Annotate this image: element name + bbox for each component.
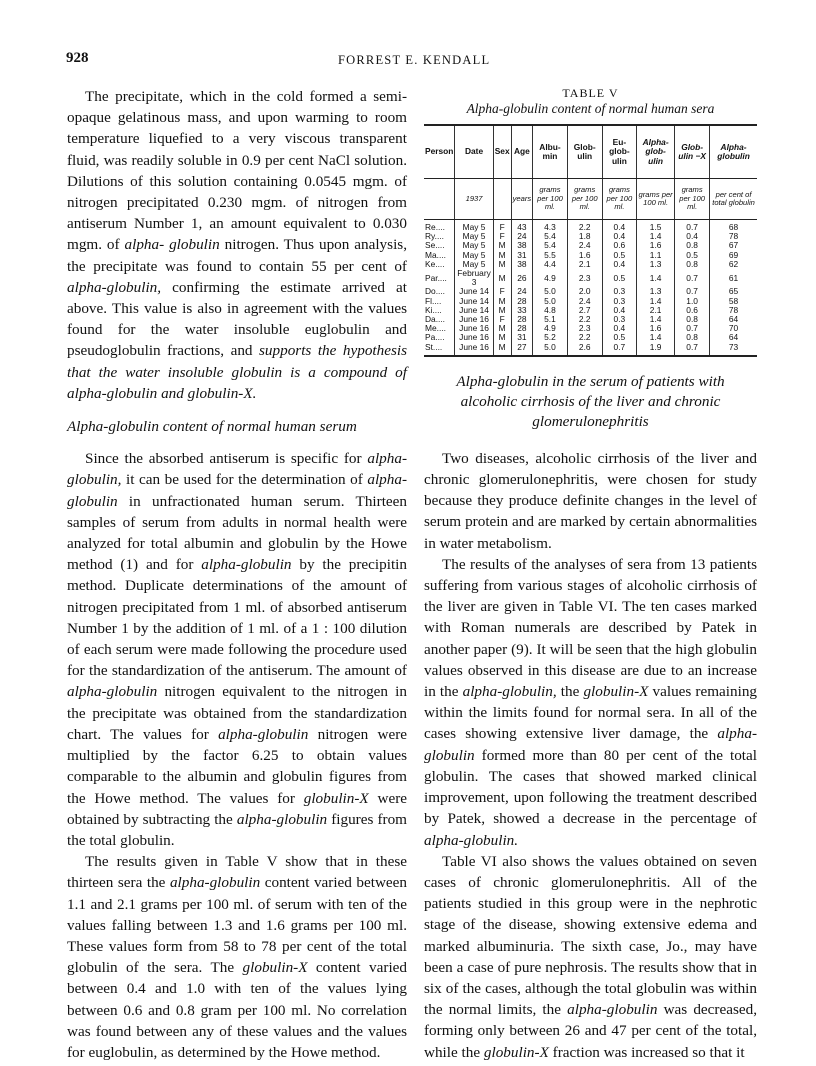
table-cell: 33 (511, 306, 533, 315)
table-cell: F (493, 287, 511, 296)
table-cell: 2.4 (567, 241, 602, 250)
table-cell: 0.7 (675, 269, 710, 287)
paragraph: Since the absorbed antiserum is specific for alpha-globulin, it can be used for the determination of alpha-globulin in unfractionated human serum. Thirteen samples of serum from adults in normal health were analyzed for total albumin and globulin by the Howe method (1) and for alpha-globulin by the precipitin method. Duplicate determinations of the amount of nitrogen precipitated from 1 ml. of absorbed antiserum Number 1 by the addition of 1 ml. of a 1 : 100 dilution of each serum were made following the procedure used for the standardization of the antiserum. The amount of alpha-globulin nitrogen equivalent to the nitrogen in the precipitate was obtained from the standardization chart. The values for alpha-globulin nitrogen were multiplied by the factor 6.25 to obtain values comparable to the albumin and globulin figures from the Howe method. The values for globulin-X were obtained by subtracting the alpha-globulin figures from the total globulin. (67, 450, 407, 849)
table-cell: 64 (710, 333, 757, 342)
table-cell: 31 (511, 251, 533, 260)
table-cell: June 16 (455, 315, 493, 324)
table-cell: 4.9 (533, 269, 568, 287)
table-cell: 0.3 (602, 297, 636, 306)
paragraph: The results given in Table V show that in these thirteen sera the alpha-globulin content varied between 1.1 and 2.1 grams per 100 ml. of serum with ten of the values falling between 1.3 and 1.6 grams per 100 ml. These values form from 58 to 78 per cent of the total globulin of the sera. The globulin-X content varied between 0.4 and 1.0 with ten of the values lying between 0.6 and 0.8 gram per 100 ml. No correlation was found between any of these values and the values for euglobulin, as determined by the Howe method. (67, 853, 408, 1061)
table-cell: Ry.... (425, 231, 444, 242)
table-cell: 38 (511, 260, 533, 269)
table-cell: 0.3 (602, 315, 636, 324)
table-cell: 2.2 (567, 220, 602, 233)
table-cell: 1.6 (637, 241, 675, 250)
right-column (424, 86, 757, 1063)
data-table (424, 124, 757, 357)
table-cell: 0.7 (675, 287, 710, 296)
table-cell: 1.8 (567, 232, 602, 241)
table-cell: 67 (710, 241, 757, 250)
table-cell: 73 (710, 343, 757, 356)
column-unit: grams per 100 ml. (675, 179, 710, 220)
table-cell: 26 (511, 269, 533, 287)
table-cell: 4.9 (533, 324, 568, 333)
table-cell: F (493, 220, 511, 233)
table-cell: F (493, 315, 511, 324)
paragraph: Table VI also shows the values obtained on seven cases of chronic glomerulonephritis. All of the patients studied in this group were in the nephrotic stage of the disease, showing extensive edema and marked albuminuria. The sixth case, Jo., may have been a case of pure nephrosis. The results show that in six of the cases, although the total globulin was within the normal limits, the alpha-globulin was decreased, forming only between 26 and 47 per cent of the total, while the globulin-X fraction was increased so that it (424, 852, 758, 1061)
table-cell: 1.3 (637, 287, 675, 296)
table-cell: 62 (710, 260, 757, 269)
table-cell: 0.5 (602, 269, 636, 287)
paragraph: Two diseases, alcoholic cirrhosis of the liver and chronic glomerulonephritis, were chosen for study because they produce definite changes in the level of serum protein and are marked by certain abnormalities in water metabolism. (424, 449, 757, 552)
table-cell: F (493, 232, 511, 241)
table-title: Alpha-globulin content of normal human sera (466, 101, 715, 116)
column-header: Age (511, 125, 533, 179)
table-cell: 31 (511, 333, 533, 342)
subsection-title: Alpha-globulin in the serum of patients with alcoholic cirrhosis of the liver and chronic glomerulonephritis (456, 372, 725, 430)
column-unit (493, 179, 511, 220)
column-unit: years (511, 179, 533, 220)
table-cell: 0.4 (675, 232, 710, 241)
table-cell: 69 (710, 251, 757, 260)
table-cell: June 14 (455, 306, 493, 315)
page-number: 928 (66, 50, 89, 66)
table-cell: 5.4 (533, 241, 568, 250)
table-cell: Da.... (425, 314, 446, 325)
table-cell: 0.3 (602, 287, 636, 296)
table-cell: Pa.... (425, 332, 445, 343)
table-cell: 4.4 (533, 260, 568, 269)
table-cell: 68 (710, 220, 757, 233)
table-cell: Re.... (425, 222, 446, 232)
table-cell: Se.... (425, 240, 445, 251)
table-cell: 38 (511, 241, 533, 250)
table-cell: 1.4 (637, 315, 675, 324)
table-cell: 0.7 (675, 220, 710, 233)
left-column (67, 86, 407, 1063)
table-cell: 1.0 (675, 297, 710, 306)
table-cell: Fl.... (425, 295, 442, 306)
table-cell: St.... (424, 343, 455, 356)
table-cell: 2.6 (567, 343, 602, 356)
table-cell: June 16 (455, 343, 493, 356)
table-cell: M (493, 306, 511, 315)
table-cell: 2.3 (567, 324, 602, 333)
table-cell: 0.8 (675, 315, 710, 324)
column-header: Sex (493, 125, 511, 179)
column-unit: grams per 100 ml. (567, 179, 602, 220)
table-cell: 27 (511, 343, 533, 356)
table-cell: 1.9 (637, 343, 675, 356)
table-cell: 2.3 (567, 269, 602, 287)
table-cell: 5.4 (533, 232, 568, 241)
table-cell: 0.4 (602, 220, 636, 233)
table-cell: Ke.... (425, 258, 445, 269)
table-cell: 24 (511, 232, 533, 241)
table-cell: May 5 (455, 241, 493, 250)
table-cell: 1.4 (637, 297, 675, 306)
table-cell: 0.4 (602, 232, 636, 241)
table-cell: 5.0 (533, 287, 568, 296)
table-cell: 1.5 (637, 220, 675, 233)
table-cell: Ma.... (425, 249, 446, 260)
column-unit (424, 179, 455, 220)
table-cell: Me.... (425, 323, 446, 334)
column-unit: grams per 100 ml. (602, 179, 636, 220)
table-cell: 4.3 (533, 220, 568, 233)
table-cell: 0.8 (675, 241, 710, 250)
section-title: Alpha-globulin content of normal human serum (67, 418, 357, 436)
table-cell: 28 (511, 324, 533, 333)
table-cell: 61 (710, 269, 757, 287)
table-cell: 1.4 (637, 333, 675, 342)
column-header: Alpha-glob-ulin (637, 125, 675, 179)
table-cell: 58 (710, 297, 757, 306)
table-cell: M (493, 343, 511, 356)
table-cell: 1.4 (637, 232, 675, 241)
column-unit: grams per 100 ml. (533, 179, 568, 220)
column-header: Alpha-globulin (710, 125, 757, 179)
table-cell: 2.1 (567, 260, 602, 269)
column-unit: grams per 100 ml. (637, 179, 675, 220)
column-unit: per cent of total globulin (710, 179, 757, 220)
table-cell: Ki.... (425, 304, 442, 315)
table-row (424, 269, 757, 287)
table-cell: 0.4 (602, 306, 636, 315)
table-cell: 1.6 (567, 251, 602, 260)
table-cell: 2.1 (637, 306, 675, 315)
table-cell: 70 (710, 324, 757, 333)
table-cell: 1.3 (637, 260, 675, 269)
table-cell: 43 (511, 220, 533, 233)
table-cell: May 5 (455, 260, 493, 269)
table-cell: M (493, 324, 511, 333)
column-header: Glob-ulin −X (675, 125, 710, 179)
table-cell: 0.8 (675, 260, 710, 269)
table-cell: 78 (710, 232, 757, 241)
paragraph: The results of the analyses of sera from 13 patients suffering from various stages of alcoholic cirrhosis of the liver are given in Table VI. The ten cases marked with Roman numerals are described by Patek in another paper (9). It will be seen that the high globulin values observed in this disease are due to an increase in the alpha-globulin, the globulin-X values remaining within the limits found for normal sera. In all of the cases showing extensive liver damage, the alpha-globulin formed more than 80 per cent of the total globulin. The cases that showed marked clinical improvement, upon following the treatment described by Patek, showed a decrease in the percentage of alpha-globulin. (424, 555, 758, 849)
table-cell: 78 (710, 306, 757, 315)
table-cell: 28 (511, 297, 533, 306)
table-cell: May 5 (455, 251, 493, 260)
table-cell: 1.4 (637, 269, 675, 287)
table-cell: 24 (511, 287, 533, 296)
table-cell: M (493, 241, 511, 250)
table-cell: 1.1 (637, 251, 675, 260)
table-cell: June 14 (455, 297, 493, 306)
table-cell: 1.6 (637, 324, 675, 333)
column-header: Eu-glob-ulin (602, 125, 636, 179)
table-cell: June 16 (455, 333, 493, 342)
column-header: Glob-ulin (567, 125, 602, 179)
table-cell: 5.0 (533, 343, 568, 356)
table-cell: 28 (511, 315, 533, 324)
paragraph: The precipitate, which in the cold formed a semi-opaque gelatinous mass, and upon warming to room temperature liquefied to a very viscous transparent fluid, was readily soluble in 0.9 per cent NaCl solution. Dilutions of this solution containing 0.0545 mgm. of nitrogen precipitated 0.230 mgm. of nitrogen from antiserum Number 1, an amount equivalent to 0.030 mgm. of alpha- globulin nitrogen. Thus upon analysis, the precipitate was found to contain 55 per cent of alpha-globulin, confirming the estimate arrived at above. This value is also in agreement with the values found for the water insoluble euglobulin and pseudoglobulin fractions, and supports the hypothesis that the water insoluble globulin is a compound of alpha-globulin and globulin-X. (67, 88, 408, 402)
table-cell: May 5 (455, 220, 493, 233)
table-cell: 2.0 (567, 287, 602, 296)
table-cell: M (493, 251, 511, 260)
table-cell: 0.4 (602, 324, 636, 333)
table-cell: Par.... (425, 272, 447, 283)
table-cell: 5.2 (533, 333, 568, 342)
table-cell: 5.1 (533, 315, 568, 324)
table-cell: June 16 (455, 324, 493, 333)
table-cell: 5.0 (533, 297, 568, 306)
table-cell: 2.2 (567, 333, 602, 342)
table-cell: 0.6 (602, 241, 636, 250)
table-cell: 2.7 (567, 306, 602, 315)
table-cell: February 3 (455, 269, 493, 287)
table-cell: 0.5 (675, 251, 710, 260)
table-row (424, 343, 757, 356)
table-cell: 0.5 (602, 251, 636, 260)
table-cell: 4.8 (533, 306, 568, 315)
table-cell: 0.7 (675, 324, 710, 333)
table-cell: 5.5 (533, 251, 568, 260)
table-cell: 0.5 (602, 333, 636, 342)
table-label: TABLE V (562, 86, 619, 100)
table-cell: 0.6 (675, 306, 710, 315)
table-cell: 2.4 (567, 297, 602, 306)
column-unit: 1937 (455, 179, 493, 220)
table-cell: June 14 (455, 287, 493, 296)
table-cell: M (493, 297, 511, 306)
table-cell: M (493, 269, 511, 287)
table-cell: 0.7 (675, 343, 710, 356)
table-cell: 64 (710, 315, 757, 324)
column-header: Albu-min (533, 125, 568, 179)
table-cell: Do.... (425, 286, 446, 297)
table-cell: 2.2 (567, 315, 602, 324)
table-cell: 65 (710, 287, 757, 296)
table-cell: 0.4 (602, 260, 636, 269)
column-header: Date (455, 125, 493, 179)
table-cell: May 5 (455, 232, 493, 241)
table-cell: M (493, 333, 511, 342)
running-header-author: FORREST E. KENDALL (338, 53, 491, 67)
column-header: Person (424, 125, 455, 179)
table-cell: M (493, 260, 511, 269)
table-cell: 0.8 (675, 333, 710, 342)
table-cell: 0.7 (602, 343, 636, 356)
